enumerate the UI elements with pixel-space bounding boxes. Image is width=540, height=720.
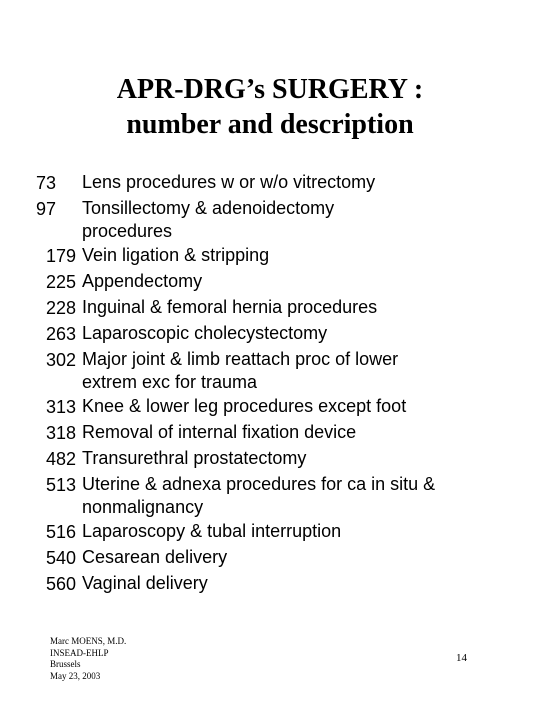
drg-description-line: Tonsillectomy & adenoidectomy bbox=[82, 198, 335, 218]
drg-code: 73 bbox=[36, 173, 57, 193]
drg-description-line: Major joint & limb reattach proc of lower bbox=[82, 349, 399, 369]
drg-description bbox=[82, 571, 530, 595]
drg-code: 225 bbox=[45, 272, 76, 292]
list-item bbox=[30, 472, 530, 519]
drg-description bbox=[82, 472, 530, 519]
drg-description-line: Laparoscopic cholecystectomy bbox=[82, 323, 328, 343]
drg-description-line: Appendectomy bbox=[82, 271, 203, 291]
drg-code: 482 bbox=[45, 449, 76, 469]
list-item bbox=[30, 295, 530, 321]
list-item bbox=[30, 519, 530, 545]
footer-city: Brussels bbox=[50, 659, 81, 669]
list-item bbox=[30, 347, 530, 394]
title-line-1: APR-DRG’s SURGERY : bbox=[116, 74, 424, 105]
drg-code: 560 bbox=[45, 574, 76, 594]
list-item bbox=[30, 243, 530, 269]
drg-description bbox=[82, 446, 530, 470]
drg-description bbox=[82, 321, 530, 345]
drg-description bbox=[82, 519, 530, 543]
drg-code: 313 bbox=[45, 397, 76, 417]
drg-description-line: Lens procedures w or w/o vitrectomy bbox=[82, 172, 376, 192]
page-number: 14 bbox=[456, 652, 467, 664]
drg-description-line: Knee & lower leg procedures except foot bbox=[82, 396, 407, 416]
drg-list bbox=[30, 170, 530, 597]
drg-description-line: Vein ligation & stripping bbox=[82, 245, 270, 265]
drg-description-line: nonmalignancy bbox=[82, 497, 204, 517]
list-item bbox=[30, 196, 530, 243]
drg-code: 179 bbox=[45, 246, 76, 266]
drg-description bbox=[82, 295, 530, 319]
drg-description-line: Cesarean delivery bbox=[82, 547, 228, 567]
drg-description-line: Vaginal delivery bbox=[82, 573, 208, 593]
drg-description bbox=[82, 170, 530, 194]
footer bbox=[50, 636, 126, 682]
drg-description bbox=[82, 420, 530, 444]
list-item bbox=[30, 571, 530, 597]
drg-code: 516 bbox=[45, 522, 76, 542]
drg-code: 228 bbox=[45, 298, 76, 318]
list-item bbox=[30, 420, 530, 446]
drg-description-line: extrem exc for trauma bbox=[82, 372, 258, 392]
drg-code: 513 bbox=[45, 475, 76, 495]
drg-description bbox=[82, 347, 530, 394]
title-line-2: number and description bbox=[126, 109, 414, 140]
drg-code: 540 bbox=[45, 548, 76, 568]
drg-description-line: Removal of internal fixation device bbox=[82, 422, 357, 442]
list-item bbox=[30, 545, 530, 571]
drg-code: 263 bbox=[45, 324, 76, 344]
drg-description-line: Inguinal & femoral hernia procedures bbox=[82, 297, 378, 317]
drg-description bbox=[82, 394, 530, 418]
list-item bbox=[30, 394, 530, 420]
drg-code: 302 bbox=[45, 350, 76, 370]
drg-description-line: Transurethral prostatectomy bbox=[82, 448, 307, 468]
drg-description-line: Uterine & adnexa procedures for ca in situ & bbox=[82, 474, 436, 494]
list-item bbox=[30, 446, 530, 472]
footer-org: INSEAD-EHLP bbox=[50, 647, 109, 658]
drg-description-line: Laparoscopy & tubal interruption bbox=[82, 521, 342, 541]
footer-date: May 23, 2003 bbox=[50, 670, 101, 681]
list-item bbox=[30, 170, 530, 196]
drg-description-line: procedures bbox=[82, 221, 173, 241]
drg-code: 97 bbox=[36, 199, 57, 219]
drg-description bbox=[82, 269, 530, 293]
drg-description bbox=[82, 243, 530, 267]
list-item bbox=[30, 321, 530, 347]
drg-description bbox=[82, 545, 530, 569]
slide-title bbox=[0, 72, 540, 142]
drg-description bbox=[82, 196, 530, 243]
footer-author: Marc MOENS, M.D. bbox=[50, 636, 127, 646]
drg-code: 318 bbox=[45, 423, 76, 443]
list-item bbox=[30, 269, 530, 295]
